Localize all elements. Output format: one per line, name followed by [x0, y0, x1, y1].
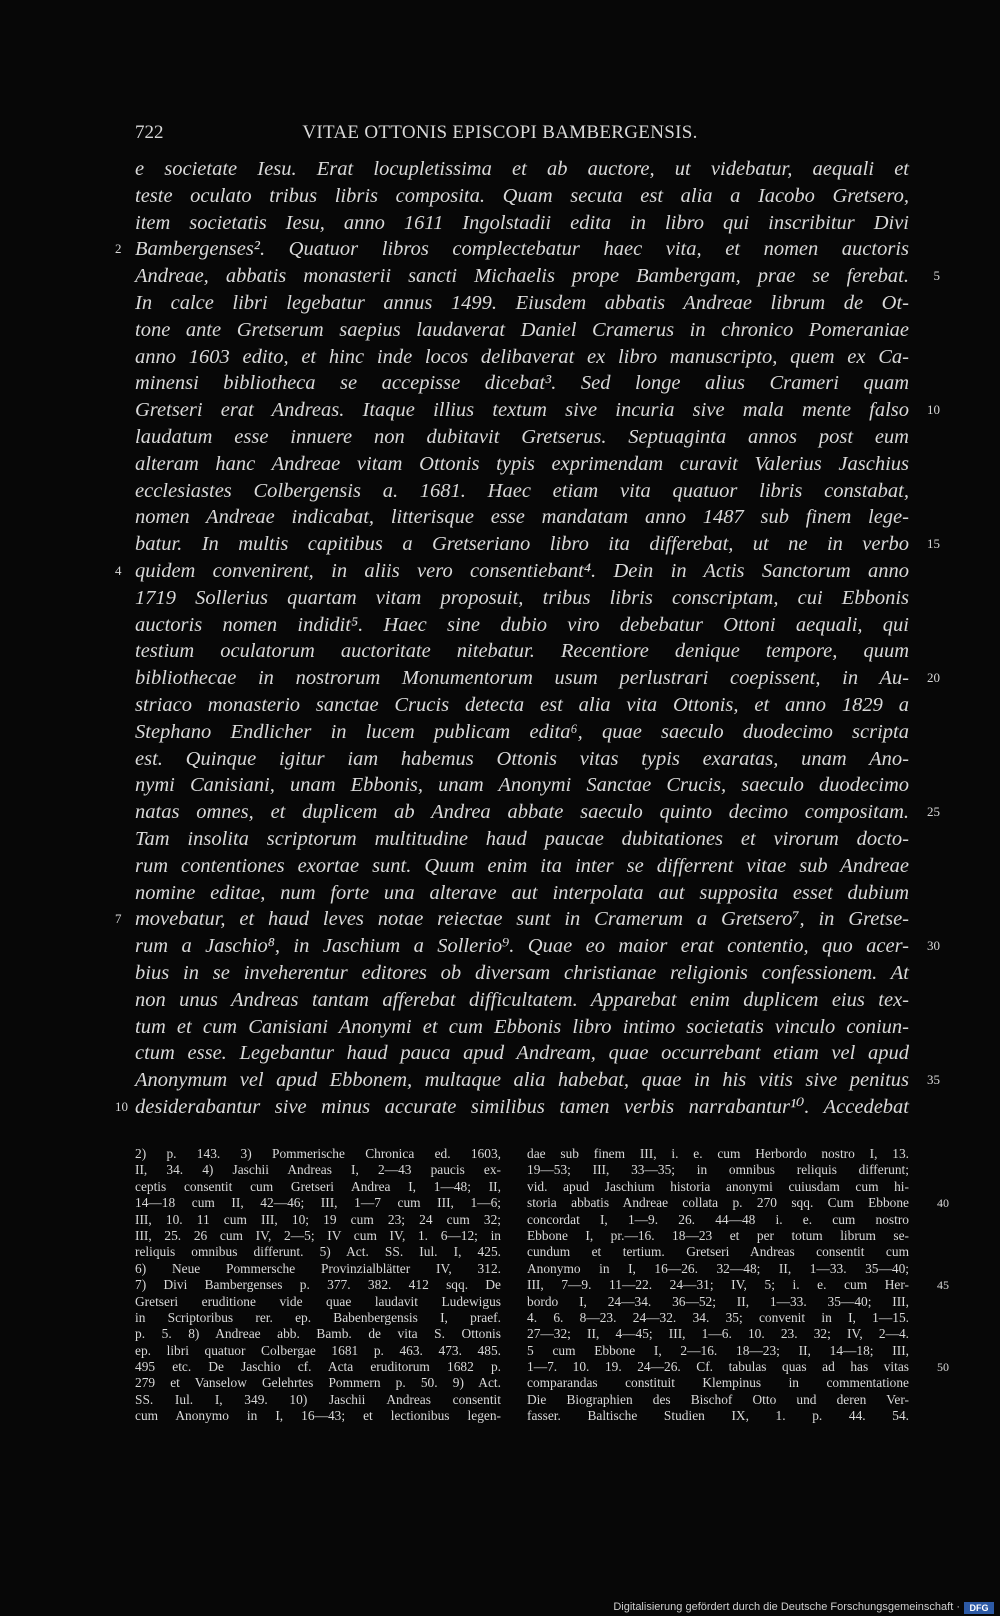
footnote-line-content: fasser. Baltische Studien IX, 1. p. 44. 54. [527, 1408, 909, 1424]
footnote-line-content: 6) Neue Pommersche Provinzialblätter IV, 312. [135, 1260, 501, 1276]
text-line-content: In calce libri legebatur annus 1499. Eiusdem abbatis Andreae librum de Ot- [135, 291, 909, 314]
footnote-line-content: storia abbatis Andreae collata p. 270 sqq. Cum Ebbone [527, 1195, 909, 1211]
footnote-line [135, 1359, 501, 1375]
text-line-content: anno 1603 edito, et hinc inde locos delibaverat ex libro manuscripto, quem ex Ca- [135, 345, 909, 368]
footnote-line [135, 1261, 501, 1277]
text-line [135, 156, 909, 183]
footnote-line [527, 1162, 909, 1178]
footnote-line-content: in Scriptoribus rer. ep. Babenbergensis I, praef. [135, 1309, 501, 1325]
text-line-content: natas omnes, et duplicem ab Andrea abbate saeculo quinto decimo compositam. [135, 801, 909, 824]
line-number: 25 [927, 804, 940, 820]
text-line [135, 853, 909, 880]
text-line [135, 290, 909, 317]
footnote-line-content: 27—32; II, 4—45; III, 1—6. 10. 23. 32; IV, 2—4. [527, 1326, 909, 1342]
text-line [135, 183, 909, 210]
line-number: 15 [927, 536, 940, 552]
text-line [135, 692, 909, 719]
line-number: 5 [933, 268, 940, 284]
footnote-line [527, 1326, 909, 1342]
footnote-line [135, 1294, 501, 1310]
line-number: 20 [927, 670, 940, 686]
footnote-line [527, 1146, 909, 1162]
text-line [135, 585, 909, 612]
footnote-line [527, 1228, 909, 1244]
page-number: 722 [135, 122, 164, 143]
footnote-line-content: 279 et Vanselow Gelehrtes Pommern p. 50. 9) Act. [135, 1375, 501, 1391]
text-line-content: Anonymum vel apud Ebbonem, multaque alia habebat, quae in his vitis sive penitus [135, 1069, 909, 1092]
text-line [135, 317, 909, 344]
text-line [135, 612, 909, 639]
footnote-line [527, 1179, 909, 1195]
text-line-content: teste oculato tribus libris composita. Quam secuta est alia a Iacobo Gretsero, [135, 184, 909, 207]
footnote-marker: 4 [115, 562, 122, 578]
footnote-marker: 2 [115, 241, 122, 257]
text-line [135, 772, 909, 799]
text-line-content: bibliothecae in nostrorum Monumentorum usum perlustrari coepissent, in Au- [135, 667, 909, 690]
footnote-line [527, 1343, 909, 1359]
footnote-line [135, 1146, 501, 1162]
footnote-line [135, 1162, 501, 1178]
text-line [135, 210, 909, 237]
footnote-line [135, 1228, 501, 1244]
footnote-line [527, 1195, 949, 1211]
text-line-content: testium oculatorum auctoritate nitebatur. Recentiore denique tempore, quum [135, 640, 909, 663]
text-line-content: 1719 Sollerius quartam vitam proposuit, tribus libris conscriptam, cui Ebbonis [135, 586, 909, 609]
text-line-content: Tam insolita scriptorum multitudine haud paucae dubitationes et virorum docto- [135, 827, 909, 850]
text-line-content: ecclesiastes Colbergensis a. 1681. Haec etiam vita quatuor libris constabat, [135, 479, 909, 502]
text-line [135, 1014, 909, 1041]
text-line-content: movebatur, et haud leves notae reiectae sunt in Cramerum a Gretsero⁷, in Gretse- [135, 908, 909, 931]
text-line [135, 478, 909, 505]
text-line [135, 960, 909, 987]
text-line [135, 880, 909, 907]
text-line-content: nomine editae, num forte una alterave aut interpolata aut supposita esset dubium [135, 881, 909, 904]
text-line [135, 1067, 940, 1094]
footnotes-left-column [135, 1146, 501, 1425]
footnote-line-content: 5 cum Ebbone I, 2—16. 18—23; II, 14—18; III, [527, 1342, 909, 1358]
text-line-content: Andreae, abbatis monasterii sancti Michaelis prope Bambergam, prae se ferebat. [135, 265, 909, 288]
footnote-line-content: SS. Iul. I, 349. 10) Jaschii Andreas consentit [135, 1391, 501, 1407]
text-line [135, 263, 940, 290]
footnote-line-content: 19—53; III, 33—35; in omnibus reliquis differunt; [527, 1162, 909, 1178]
footnotes-right-column [527, 1146, 949, 1425]
text-line [135, 746, 909, 773]
running-title: VITAE OTTONIS EPISCOPI BAMBERGENSIS. [302, 122, 698, 143]
text-line-content: nymi Canisiani, unam Ebbonis, unam Anonymi Sanctae Crucis, saeculo duodecimo [135, 774, 909, 797]
text-line [135, 451, 909, 478]
text-line-content: bius in se inveherentur editores ob diversam christianae religionis confessionem. At [135, 961, 909, 984]
text-line-content: Gretseri erat Andreas. Itaque illius textum sive incuria sive mala mente falso [135, 399, 909, 422]
footnote-line-content: 1—7. 10. 19. 24—26. Cf. tabulas quas ad has vitas [527, 1359, 909, 1375]
footnote-line-content: ep. libri quatuor Colbergae 1681 p. 463. 473. 485. [135, 1342, 501, 1358]
footnote-line [527, 1261, 909, 1277]
text-line-content: Bambergenses². Quatuor libros complectebatur haec vita, et nomen auctoris [135, 238, 909, 261]
text-line [135, 665, 940, 692]
text-line [135, 504, 909, 531]
text-line-content: item societatis Iesu, anno 1611 Ingolstadii edita in libro qui inscribitur Divi [135, 211, 909, 234]
line-number: 50 [937, 1360, 949, 1375]
text-line-content: e societate Iesu. Erat locupletissima et ab auctore, ut videbatur, aequali et [135, 158, 909, 180]
text-line [135, 826, 909, 853]
dfg-logo-icon: DFG [964, 1602, 994, 1614]
text-line [115, 558, 909, 585]
footnote-line-content: vid. apud Jaschium historia anonymi cuiusdam cum hi- [527, 1178, 909, 1194]
footnote-line-content: cundum et tertium. Gretseri Andreas consentit cum [527, 1244, 909, 1260]
footnote-line [527, 1212, 909, 1228]
text-line-content: Stephano Endlicher in lucem publicam edita⁶, quae saeculo duodecimo scripta [135, 720, 909, 743]
footnote-line [527, 1359, 949, 1375]
footnote-marker: 7 [115, 911, 122, 927]
text-line-content: tone ante Gretserum saepius laudaverat Daniel Cramerus in chronico Pomeraniae [135, 318, 909, 341]
text-line [115, 1094, 909, 1121]
footnote-line-content: comparandas constituit Klempinus in commentatione [527, 1375, 909, 1391]
footnote-line [135, 1277, 501, 1293]
text-line-content: quidem convenirent, in aliis vero consentiebant⁴. Dein in Actis Sanctorum anno [135, 559, 909, 582]
footnote-line-content: III, 7—9. 11—22. 24—31; IV, 5; i. e. cum Her- [527, 1277, 909, 1293]
text-line [135, 1040, 909, 1067]
footnote-line [527, 1244, 909, 1260]
text-line [135, 531, 940, 558]
text-line-content: est. Quinque igitur iam habemus Ottonis vitas typis exaratas, unam Ano- [135, 747, 909, 770]
text-line [135, 638, 909, 665]
footnote-line-content: reliquis omnibus differunt. 5) Act. SS. Iul. I, 425. [135, 1244, 501, 1260]
footnote-line-content: p. 5. 8) Andreae abb. Bamb. de vita S. Ottonis [135, 1326, 501, 1342]
text-line-content: minensi bibliotheca se accepisse dicebat³. Sed longe alius Crameri quam [135, 372, 909, 395]
footer-credit: Digitalisierung gefördert durch die Deutsche Forschungsgemeinschaft · [613, 1601, 960, 1613]
footnote-line [135, 1212, 501, 1228]
line-number: 30 [927, 938, 940, 954]
page-header [0, 122, 1000, 152]
text-line-content: tum et cum Canisiani Anonymi et cum Ebbonis libro intimo societatis vinculo coniun- [135, 1015, 909, 1038]
footnote-line-content: 2) p. 143. 3) Pommerische Chronica ed. 1603, [135, 1146, 501, 1161]
text-line-content: desiderabantur sive minus accurate similibus tamen verbis narrabantur¹⁰. Accedebat [135, 1095, 909, 1118]
text-line [135, 987, 909, 1014]
footnote-line [527, 1408, 909, 1424]
footnote-line-content: 495 etc. De Jaschio cf. Acta eruditorum 1682 p. [135, 1359, 501, 1375]
line-number: 10 [927, 402, 940, 418]
line-number: 40 [937, 1196, 949, 1211]
text-line-content: auctoris nomen indidit⁵. Haec sine dubio viro debebatur Ottoni aequali, qui [135, 613, 909, 636]
footnote-line [527, 1310, 909, 1326]
footnote-line-content: Ebbone I, pr.—16. 18—23 et per totum librum se- [527, 1227, 909, 1243]
footnote-line-content: III, 10. 11 cum III, 10; 19 cum 23; 24 cum 32; [135, 1211, 501, 1227]
footnote-line [135, 1343, 501, 1359]
footnote-line [135, 1392, 501, 1408]
footnote-line-content: III, 25. 26 cum IV, 2—5; IV cum IV, 1. 6—12; in [135, 1227, 501, 1243]
footnote-line [527, 1277, 949, 1293]
footnote-line-content: dae sub finem III, i. e. cum Herbordo nostro I, 13. [527, 1146, 909, 1161]
footnote-line-content: 7) Divi Bambergenses p. 377. 382. 412 sqq. De [135, 1277, 501, 1293]
text-line [115, 236, 909, 263]
text-line [135, 344, 909, 371]
footnote-line-content: bordo I, 24—34. 36—52; II, 1—33. 35—40; III, [527, 1293, 909, 1309]
text-line-content: ctum esse. Legebantur haud pauca apud Andream, quae occurrebant etiam vel apud [135, 1042, 909, 1065]
footnote-marker: 10 [115, 1098, 128, 1114]
line-number: 35 [927, 1072, 940, 1088]
footnote-line [527, 1375, 909, 1391]
footnote-line [135, 1375, 501, 1391]
footnote-line [135, 1244, 501, 1260]
text-line-content: rum contentiones exortae sunt. Quum enim ita inter se differrent vitae sub Andreae [135, 854, 909, 877]
footnote-line-content: Anonymo in I, 16—26. 32—48; II, 1—33. 35—40; [527, 1260, 909, 1276]
line-number: 45 [937, 1278, 949, 1293]
footnote-line [135, 1195, 501, 1211]
footnote-line [135, 1408, 501, 1424]
footnote-line-content: ceptis consentit cum Gretseri Andrea I, 1—48; II, [135, 1178, 501, 1194]
text-line-content: non unus Andreas tantam afferebat difficultatem. Apparebat enim duplicem eius tex- [135, 988, 909, 1011]
text-line-content: laudatum esse innuere non dubitavit Gretserus. Septuaginta annos post eum [135, 425, 909, 448]
text-line [135, 799, 940, 826]
footnote-line [135, 1310, 501, 1326]
text-line [135, 424, 909, 451]
text-line [135, 370, 909, 397]
footnote-line [527, 1294, 909, 1310]
footnote-line-content: 4. 6. 8—23. 24—32. 34. 35; convenit in I, 1—15. [527, 1309, 909, 1325]
text-line [135, 933, 940, 960]
main-text [115, 156, 940, 1121]
text-line [135, 719, 909, 746]
text-line [135, 397, 940, 424]
footnote-line-content: Die Biographien des Bischof Otto und deren Ver- [527, 1391, 909, 1407]
footnote-line-content: Gretseri eruditione vide quae laudavit Ludewigus [135, 1293, 501, 1309]
footnote-line-content: 14—18 cum II, 42—46; III, 1—7 cum III, 1—6; [135, 1195, 501, 1211]
text-line-content: alteram hanc Andreae vitam Ottonis typis exprimendam curavit Valerius Jaschius [135, 452, 909, 475]
text-line-content: rum a Jaschio⁸, in Jaschium a Sollerio⁹. Quae eo maior erat contentio, quo acer- [135, 935, 909, 958]
footnote-line [527, 1392, 909, 1408]
footnote-line-content: II, 34. 4) Jaschii Andreas I, 2—43 paucis ex- [135, 1162, 501, 1178]
text-line-content: nomen Andreae indicabat, litterisque esse mandatam anno 1487 sub finem lege- [135, 506, 909, 529]
text-line-content: batur. In multis capitibus a Gretseriano libro ita differebat, ut ne in verbo [135, 533, 909, 556]
footnote-line [135, 1326, 501, 1342]
digitization-footer [0, 1600, 1000, 1616]
text-line-content: striaco monasterio sanctae Crucis detecta est alia vita Ottonis, et anno 1829 a [135, 693, 909, 716]
text-line [115, 906, 909, 933]
footnote-line [135, 1179, 501, 1195]
footnote-line-content: concordat I, 1—9. 26. 44—48 i. e. cum nostro [527, 1211, 909, 1227]
footnote-line-content: cum Anonymo in I, 16—43; et lectionibus legen- [135, 1408, 501, 1424]
